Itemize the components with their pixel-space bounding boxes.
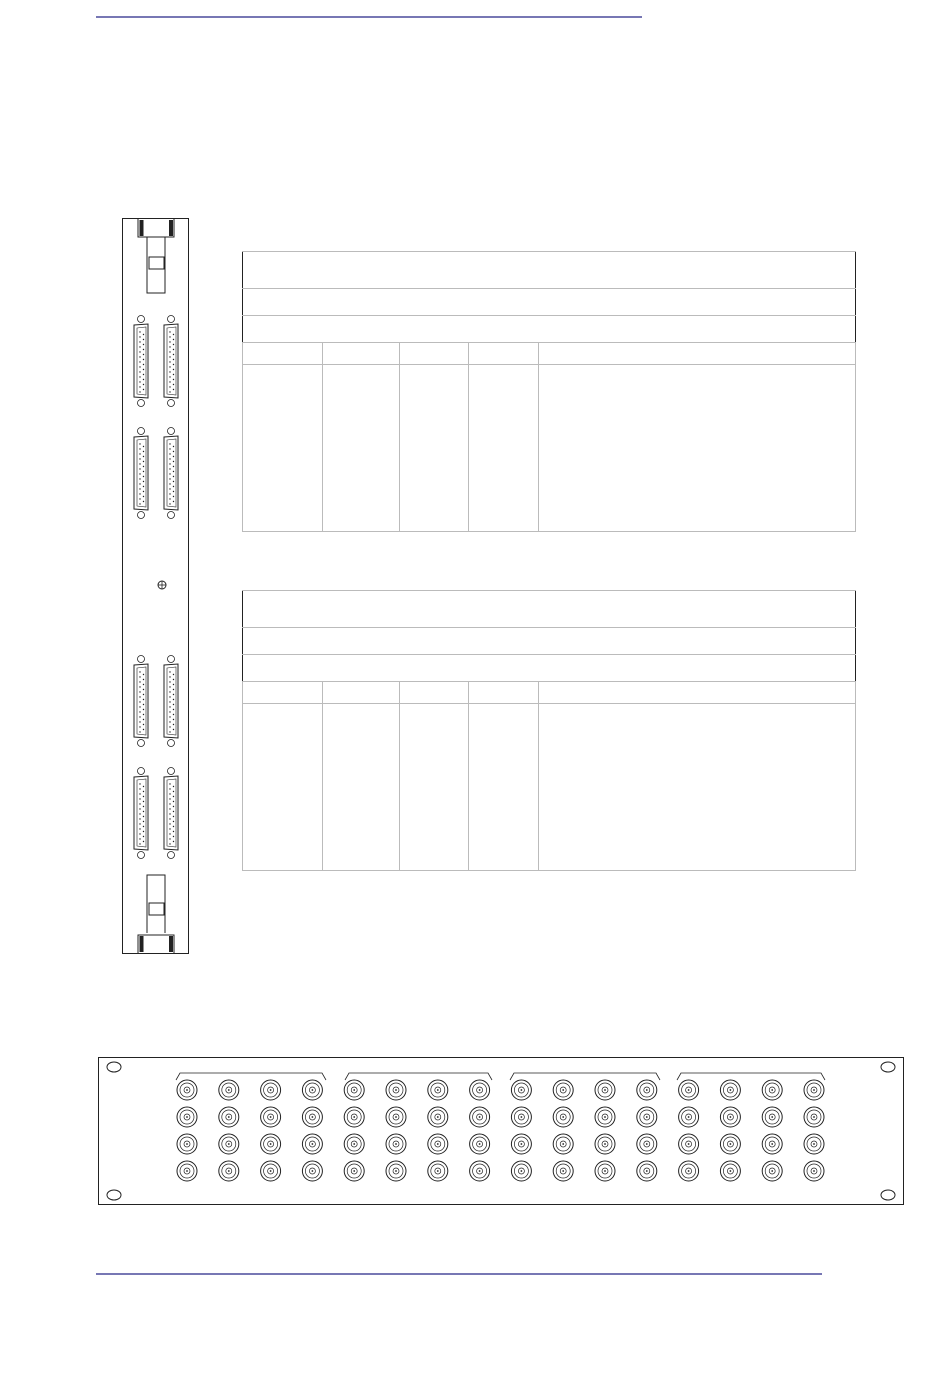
dsub-connector	[134, 316, 148, 407]
oval-hole-icon	[107, 1190, 121, 1200]
bnc-connector-icon	[762, 1134, 782, 1154]
dsub-connector	[164, 316, 178, 407]
bnc-connector-icon	[679, 1134, 699, 1154]
bnc-patch-panel	[96, 1054, 906, 1208]
column-header	[539, 682, 856, 704]
bnc-connector-icon	[386, 1134, 406, 1154]
bnc-connector-icon	[511, 1134, 531, 1154]
column-header	[539, 343, 856, 365]
bnc-connector-icon	[553, 1161, 573, 1181]
bnc-connector-icon	[344, 1134, 364, 1154]
bnc-connector-icon	[553, 1134, 573, 1154]
table-cell	[539, 365, 856, 532]
bnc-connector-icon	[261, 1080, 281, 1100]
bnc-connector-icon	[762, 1080, 782, 1100]
bnc-connector-icon	[428, 1161, 448, 1181]
bnc-connector-icon	[595, 1107, 615, 1127]
bnc-connector-icon	[804, 1107, 824, 1127]
dsub-connector	[164, 656, 178, 747]
bnc-connector-icon	[386, 1080, 406, 1100]
oval-hole-icon	[107, 1062, 121, 1072]
panel-outline	[99, 1058, 904, 1205]
bnc-connector-icon	[720, 1134, 740, 1154]
card-module-diagram	[118, 215, 194, 957]
bnc-connector-icon	[720, 1107, 740, 1127]
bnc-connector-icon	[219, 1134, 239, 1154]
bnc-connector-icon	[595, 1080, 615, 1100]
bnc-connector-icon	[511, 1107, 531, 1127]
dsub-connector	[134, 768, 148, 859]
bnc-connector-icon	[595, 1134, 615, 1154]
table-title	[243, 252, 856, 289]
bnc-connector-icon	[679, 1080, 699, 1100]
table-subtitle-2	[243, 655, 856, 682]
oval-hole-icon	[881, 1062, 895, 1072]
bnc-connector-icon	[428, 1134, 448, 1154]
column-header	[243, 343, 323, 365]
dsub-connector	[134, 428, 148, 519]
table-subtitle	[243, 289, 856, 316]
bnc-connector-icon	[637, 1134, 657, 1154]
bnc-connector-icon	[720, 1080, 740, 1100]
center-screw-icon	[158, 581, 166, 589]
table-cell	[243, 365, 323, 532]
table-cell	[400, 365, 469, 532]
bnc-connector-icon	[386, 1161, 406, 1181]
bnc-connector-icon	[219, 1161, 239, 1181]
column-header	[400, 343, 469, 365]
bnc-connector-icon	[470, 1107, 490, 1127]
bnc-connector-icon	[511, 1161, 531, 1181]
bnc-connector-icon	[679, 1161, 699, 1181]
table-cell	[469, 704, 539, 871]
bnc-connector-icon	[804, 1161, 824, 1181]
dsub-connector	[134, 656, 148, 747]
bnc-connector-icon	[302, 1161, 322, 1181]
column-header	[323, 682, 400, 704]
bnc-connector-icon	[302, 1107, 322, 1127]
table-title	[243, 591, 856, 628]
group-bracket	[176, 1073, 326, 1080]
bnc-connector-icon	[219, 1080, 239, 1100]
table-cell	[323, 704, 400, 871]
card-outline	[123, 219, 189, 954]
bnc-connector-icon	[637, 1107, 657, 1127]
bnc-connector-icon	[428, 1080, 448, 1100]
bnc-connector-icon	[804, 1134, 824, 1154]
table-subtitle	[243, 628, 856, 655]
bnc-connector-icon	[637, 1080, 657, 1100]
bnc-connector-icon	[177, 1161, 197, 1181]
bnc-connector-icon	[177, 1134, 197, 1154]
bnc-connector-icon	[344, 1161, 364, 1181]
bnc-connector-icon	[219, 1107, 239, 1127]
bnc-connector-icon	[553, 1107, 573, 1127]
bnc-connector-icon	[344, 1080, 364, 1100]
table-cell	[469, 365, 539, 532]
bnc-connector-icon	[386, 1107, 406, 1127]
bnc-connector-icon	[762, 1107, 782, 1127]
bnc-connector-icon	[470, 1134, 490, 1154]
bnc-connector-icon	[261, 1134, 281, 1154]
bnc-connector-icon	[470, 1080, 490, 1100]
bottom-ejector-handle	[138, 875, 174, 954]
bnc-connector-icon	[637, 1161, 657, 1181]
top-ejector-handle	[138, 219, 174, 294]
group-bracket	[345, 1073, 492, 1080]
column-header	[243, 682, 323, 704]
bnc-connector-icon	[553, 1080, 573, 1100]
column-header	[323, 343, 400, 365]
table-cell	[539, 704, 856, 871]
bnc-connector-icon	[344, 1107, 364, 1127]
bnc-connector-icon	[595, 1161, 615, 1181]
bnc-connector-icon	[679, 1107, 699, 1127]
top-rule	[96, 15, 642, 19]
spec-table-2	[242, 590, 856, 871]
bnc-connector-icon	[302, 1134, 322, 1154]
column-header	[469, 343, 539, 365]
dsub-connector	[164, 428, 178, 519]
bnc-connector-icon	[720, 1161, 740, 1181]
group-bracket	[677, 1073, 825, 1080]
bnc-connector-icon	[804, 1080, 824, 1100]
bnc-connector-icon	[511, 1080, 531, 1100]
bottom-rule	[96, 1272, 822, 1276]
bnc-connector-icon	[177, 1107, 197, 1127]
table-subtitle-2	[243, 316, 856, 343]
table-cell	[400, 704, 469, 871]
oval-hole-icon	[881, 1190, 895, 1200]
bnc-connector-icon	[428, 1107, 448, 1127]
column-header	[469, 682, 539, 704]
bnc-connector-icon	[302, 1080, 322, 1100]
group-bracket	[510, 1073, 660, 1080]
spec-table-1	[242, 251, 856, 532]
bnc-connector-icon	[177, 1080, 197, 1100]
table-cell	[323, 365, 400, 532]
bnc-connector-icon	[261, 1161, 281, 1181]
bnc-connector-icon	[470, 1161, 490, 1181]
bnc-connector-icon	[261, 1107, 281, 1127]
dsub-connector	[164, 768, 178, 859]
table-cell	[243, 704, 323, 871]
column-header	[400, 682, 469, 704]
bnc-connector-icon	[762, 1161, 782, 1181]
